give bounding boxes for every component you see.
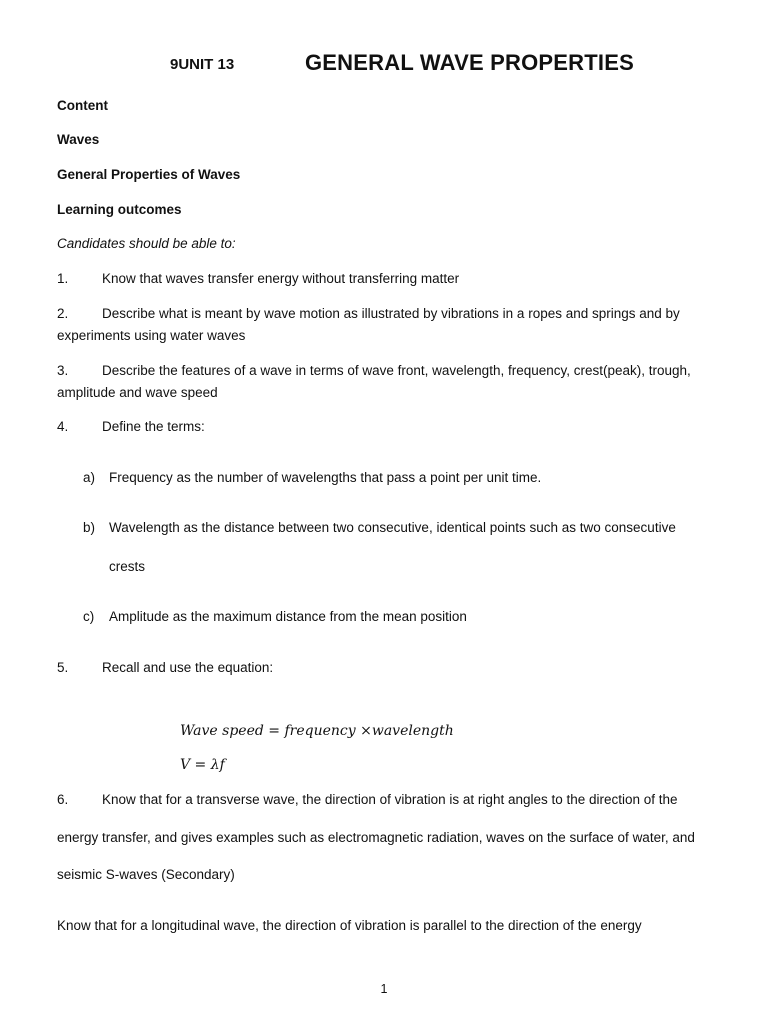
longitudinal-text: Know that for a longitudinal wave, the direction of vibration is parallel to the direction of the energy	[57, 918, 642, 933]
subitem-text: Wavelength as the distance between two consecutive, identical points such as two consecutive	[109, 520, 676, 535]
item-number: 3.	[57, 363, 69, 378]
heading-waves: Waves	[57, 132, 100, 147]
heading-learning-outcomes: Learning outcomes	[57, 202, 182, 217]
item-number: 2.	[57, 306, 69, 321]
subitem-text-continued: crests	[109, 559, 146, 574]
item-text-continued: energy transfer, and gives examples such as electromagnetic radiation, waves on the surface of water, and	[57, 830, 695, 845]
item-number: 6.	[57, 792, 69, 807]
item-text: Know that for a transverse wave, the direction of vibration is at right angles to the direction of the	[102, 792, 678, 807]
item-number: 1.	[57, 271, 69, 286]
item-text-continued: amplitude and wave speed	[57, 385, 218, 400]
subitem-text: Amplitude as the maximum distance from the mean position	[109, 609, 467, 624]
item-number: 4.	[57, 419, 69, 434]
subitem-letter: a)	[83, 470, 96, 485]
item-text: Describe the features of a wave in terms of wave front, wavelength, frequency, crest(peak), trough,	[102, 363, 691, 378]
page-title: GENERAL WAVE PROPERTIES	[305, 50, 634, 75]
heading-content: Content	[57, 98, 108, 113]
candidates-intro: Candidates should be able to:	[57, 236, 236, 251]
subitem-letter: b)	[83, 520, 96, 535]
word-equation: Wave speed = frequency ×wavelength	[180, 723, 454, 739]
item-text: Know that waves transfer energy without transferring matter	[102, 271, 460, 286]
item-text: Define the terms:	[102, 419, 205, 434]
subitem-letter: c)	[83, 609, 95, 624]
item-text-continued: seismic S-waves (Secondary)	[57, 867, 235, 882]
page-number: 1	[380, 982, 388, 996]
item-number: 5.	[57, 660, 69, 675]
subitem-text: Frequency as the number of wavelengths that pass a point per unit time.	[109, 470, 542, 485]
unit-label: 9UNIT 13	[170, 56, 235, 73]
item-text: Describe what is meant by wave motion as illustrated by vibrations in a ropes and springs and by	[102, 306, 680, 321]
symbol-equation: V = λf	[180, 757, 225, 773]
item-text: Recall and use the equation:	[102, 660, 274, 675]
heading-general-properties: General Properties of Waves	[57, 167, 241, 182]
item-text-continued: experiments using water waves	[57, 328, 246, 343]
